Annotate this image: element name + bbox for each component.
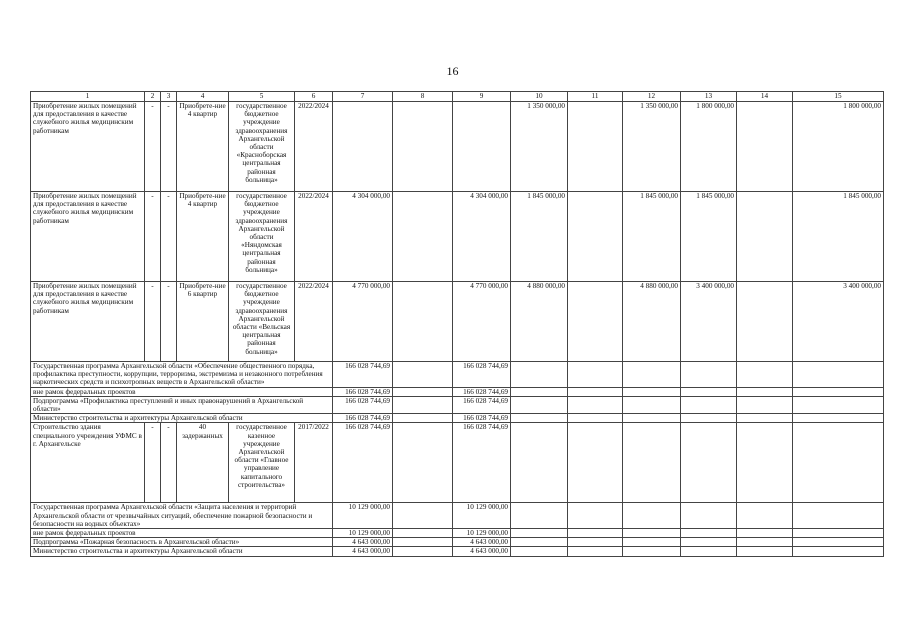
cell (393, 387, 453, 396)
customer: государственное казенное учреждение Архангельской области «Главное управление капитального строительства» (229, 423, 295, 503)
amount: 166 028 744,69 (333, 423, 393, 503)
capacity: Приобрете-ние 6 квартир (177, 282, 229, 362)
cell (623, 503, 681, 529)
cell (511, 529, 568, 538)
amount: 166 028 744,69 (453, 387, 511, 396)
col-number: 12 (623, 92, 681, 102)
cell: - (161, 102, 177, 192)
summary-row (31, 362, 884, 388)
amount (453, 102, 511, 192)
amount: 10 129 000,00 (453, 529, 511, 538)
capacity: Приобрете-ние 4 квартир (177, 102, 229, 192)
object-name: Строительство здания специального учреждения УФМС в г. Архангельске (31, 423, 145, 503)
cell (681, 538, 737, 547)
col-number: 1 (31, 92, 145, 102)
cell: - (161, 282, 177, 362)
cell (511, 414, 568, 423)
program-label: Подпрограмма «Профилактика преступлений и иных правонарушений в Архангельской области» (31, 396, 333, 413)
col-number: 8 (393, 92, 453, 102)
object-name: Приобретение жилых помещений для предоставления в качестве служебного жилья медицинским работникам (31, 282, 145, 362)
cell (681, 362, 737, 388)
cell (793, 362, 884, 388)
column-number-row (31, 92, 884, 102)
amount: 4 643 000,00 (453, 538, 511, 547)
amount: 10 129 000,00 (333, 503, 393, 529)
amount: 166 028 744,69 (453, 423, 511, 503)
cell (393, 529, 453, 538)
cell: - (161, 192, 177, 282)
cell (511, 362, 568, 388)
cell (511, 423, 568, 503)
cell (793, 387, 884, 396)
cell (623, 423, 681, 503)
cell (568, 529, 623, 538)
cell: - (145, 102, 161, 192)
cell (393, 503, 453, 529)
cell (737, 387, 793, 396)
table-row (31, 423, 884, 503)
period: 2017/2022 (295, 423, 333, 503)
object-name: Приобретение жилых помещений для предоставления в качестве служебного жилья медицинским работникам (31, 192, 145, 282)
cell (623, 396, 681, 413)
cell (623, 538, 681, 547)
period: 2022/2024 (295, 192, 333, 282)
col-number: 15 (793, 92, 884, 102)
summary-row (31, 396, 884, 413)
amount: 1 845 000,00 (623, 192, 681, 282)
amount: 1 845 000,00 (511, 192, 568, 282)
cell (393, 547, 453, 556)
summary-row (31, 529, 884, 538)
table-row (31, 282, 884, 362)
program-label: вне рамок федеральных проектов (31, 387, 333, 396)
amount: 4 643 000,00 (333, 538, 393, 547)
cell (511, 503, 568, 529)
cell (623, 414, 681, 423)
col-number: 14 (737, 92, 793, 102)
col-number: 11 (568, 92, 623, 102)
cell (681, 387, 737, 396)
cell (568, 503, 623, 529)
amount (737, 282, 793, 362)
cell (511, 396, 568, 413)
program-label: Государственная программа Архангельской области «Защита населения и территорий Архангельской области от чрезвычайных ситуаций, обеспечение пожарной безопасности и безопасности на водных объектах» (31, 503, 333, 529)
cell (511, 547, 568, 556)
cell (793, 529, 884, 538)
col-number: 13 (681, 92, 737, 102)
program-label: Подпрограмма «Пожарная безопасность в Архангельской области» (31, 538, 333, 547)
cell (393, 414, 453, 423)
col-number: 10 (511, 92, 568, 102)
cell (568, 547, 623, 556)
amount: 166 028 744,69 (453, 396, 511, 413)
period: 2022/2024 (295, 102, 333, 192)
cell (737, 423, 793, 503)
budget-table (30, 91, 884, 557)
amount: 1 845 000,00 (793, 192, 884, 282)
amount: 1 350 000,00 (511, 102, 568, 192)
cell: - (145, 423, 161, 503)
cell (737, 547, 793, 556)
amount: 1 845 000,00 (681, 192, 737, 282)
cell (511, 387, 568, 396)
amount: 3 400 000,00 (793, 282, 884, 362)
program-label: Министерство строительства и архитектуры Архангельской области (31, 414, 333, 423)
amount: 10 129 000,00 (453, 503, 511, 529)
cell (568, 396, 623, 413)
amount: 166 028 744,69 (333, 362, 393, 388)
cell (681, 503, 737, 529)
cell (681, 423, 737, 503)
cell (393, 423, 453, 503)
cell: - (145, 192, 161, 282)
col-number: 5 (229, 92, 295, 102)
amount: 4 643 000,00 (333, 547, 393, 556)
cell: - (161, 423, 177, 503)
amount: 4 770 000,00 (453, 282, 511, 362)
amount (568, 282, 623, 362)
amount: 4 304 000,00 (453, 192, 511, 282)
amount: 4 880 000,00 (511, 282, 568, 362)
amount: 1 800 000,00 (681, 102, 737, 192)
amount (333, 102, 393, 192)
amount (393, 282, 453, 362)
page-number: 16 (446, 64, 459, 78)
col-number: 4 (177, 92, 229, 102)
cell (737, 503, 793, 529)
amount (737, 192, 793, 282)
customer: государственное бюджетное учреждение здравоохранения Архангельской области «Няндомская центральная районная больница» (229, 192, 295, 282)
cell (623, 547, 681, 556)
cell (681, 414, 737, 423)
summary-row (31, 503, 884, 529)
summary-row (31, 387, 884, 396)
amount: 166 028 744,69 (333, 414, 393, 423)
summary-row (31, 547, 884, 556)
amount (393, 192, 453, 282)
cell (737, 396, 793, 413)
cell (623, 387, 681, 396)
cell (568, 538, 623, 547)
cell (737, 529, 793, 538)
period: 2022/2024 (295, 282, 333, 362)
cell (511, 538, 568, 547)
cell (568, 362, 623, 388)
amount: 3 400 000,00 (681, 282, 737, 362)
amount: 10 129 000,00 (333, 529, 393, 538)
cell (393, 538, 453, 547)
cell (623, 362, 681, 388)
object-name: Приобретение жилых помещений для предоставления в качестве служебного жилья медицинским работникам (31, 102, 145, 192)
amount: 4 880 000,00 (623, 282, 681, 362)
customer: государственное бюджетное учреждение здравоохранения Архангельской области «Вельская центральная районная больница» (229, 282, 295, 362)
amount (568, 192, 623, 282)
cell (681, 396, 737, 413)
amount: 166 028 744,69 (333, 396, 393, 413)
cell (568, 414, 623, 423)
cell (793, 414, 884, 423)
cell (681, 547, 737, 556)
summary-row (31, 414, 884, 423)
cell (793, 538, 884, 547)
cell (793, 396, 884, 413)
customer: государственное бюджетное учреждение здравоохранения Архангельской области «Красноборская центральная районная больница» (229, 102, 295, 192)
cell (737, 538, 793, 547)
col-number: 7 (333, 92, 393, 102)
amount (737, 102, 793, 192)
cell (793, 547, 884, 556)
amount: 4 643 000,00 (453, 547, 511, 556)
summary-row (31, 538, 884, 547)
amount: 166 028 744,69 (453, 414, 511, 423)
amount: 4 770 000,00 (333, 282, 393, 362)
amount: 166 028 744,69 (333, 387, 393, 396)
amount (393, 102, 453, 192)
amount: 1 350 000,00 (623, 102, 681, 192)
program-label: Министерство строительства и архитектуры Архангельской области (31, 547, 333, 556)
cell (793, 503, 884, 529)
col-number: 2 (145, 92, 161, 102)
cell: - (145, 282, 161, 362)
cell (737, 414, 793, 423)
cell (568, 423, 623, 503)
col-number: 9 (453, 92, 511, 102)
program-label: Государственная программа Архангельской области «Обеспечение общественного порядка, профилактика преступности, коррупции, терроризма, экстремизма и незаконного потребления наркотических средств и психотропных веществ в Архангельской области» (31, 362, 333, 388)
program-label: вне рамок федеральных проектов (31, 529, 333, 538)
capacity: 40 задержанных (177, 423, 229, 503)
col-number: 3 (161, 92, 177, 102)
cell (737, 362, 793, 388)
table-row (31, 192, 884, 282)
cell (393, 362, 453, 388)
table-row (31, 102, 884, 192)
capacity: Приобрете-ние 4 квартир (177, 192, 229, 282)
amount: 166 028 744,69 (453, 362, 511, 388)
cell (793, 423, 884, 503)
cell (568, 387, 623, 396)
col-number: 6 (295, 92, 333, 102)
cell (681, 529, 737, 538)
amount: 4 304 000,00 (333, 192, 393, 282)
amount (568, 102, 623, 192)
cell (623, 529, 681, 538)
cell (393, 396, 453, 413)
amount: 1 800 000,00 (793, 102, 884, 192)
